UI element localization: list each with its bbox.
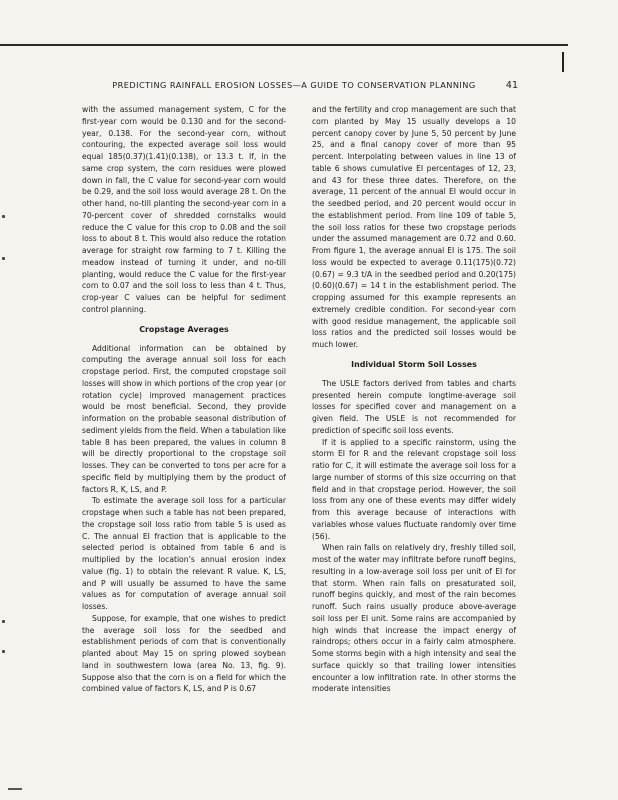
scan-corner-mark <box>8 788 22 790</box>
paragraph: If it is applied to a specific rainstorm, using the storm EI for R and the relevant cropstage soil loss ratio for C, it will estimate the average soil loss for a large number of storms of this size occurring on that field and in that cropstage period. However, the soil loss from any one of these events may differ widely from this average because of interactions with variables whose values fluctuate randomly over time (56). <box>312 437 516 541</box>
running-title: PREDICTING RAINFALL EROSION LOSSES—A GUIDE TO CONSERVATION PLANNING <box>112 80 476 90</box>
paragraph: When rain falls on relatively dry, freshly tilled soil, most of the water may infiltrate before runoff begins, resulting in a low-average soil loss per unit of EI for that storm. When rain falls on presaturated soil, runoff begins quickly, and most of the rain becomes runoff. Such rains usually produce above-average soil loss per EI unit. Some rains are accompanied by high winds that increase the impact energy of raindrops; others occur in a fairly calm atmosphere. Some storms begin with a high intensity and seal the surface quickly so that trailing lower intensities encounter a low infiltration rate. In other storms the moderate intensities <box>312 543 516 694</box>
paragraph: To estimate the average soil loss for a particular cropstage when such a table has not been prepared, the cropstage soil loss ratio from table 5 is used as C. The annual EI fraction that is applicable to the selected period is obtained from table 6 and is multiplied by the location’s annual erosion index value (fig. 1) to obtain the relevant R value. K, LS, and P will usually be assumed to have the same values as for computation of average annual soil losses. <box>82 496 286 611</box>
scan-top-rule <box>0 44 568 46</box>
section-heading-individual-storm-soil-losses: Individual Storm Soil Losses <box>351 359 477 369</box>
section-heading-cropstage-averages: Cropstage Averages <box>139 324 229 334</box>
paragraph: Suppose, for example, that one wishes to predict the average soil loss for the seedbed and establishment periods of corn that is conventionally planted about May 15 on spring plowed soybean land in southwestern Iowa (area No. 13, fig. 9). Suppose also that the corn is on a field for which the combined value of factors K, LS, and P is 0.67 <box>82 613 286 694</box>
scan-speck <box>2 650 5 653</box>
scan-speck <box>2 215 5 218</box>
paragraph: Additional information can be obtained by computing the average annual soil loss for each cropstage period. First, the computed cropstage soil losses will show in which portions of the crop year (or rotation cycle) improved management practices would be most beneficial. Second, they provide information on the probable seasonal distribution of sediment yields from the field. When a tabulation like table 8 has been prepared, the values in column 8 will be directly proportional to the cropstage soil losses. They can be converted to tons per acre for a specific field by multiplying them by the product of factors R, K, LS, and P. <box>82 343 286 494</box>
paragraph: and the fertility and crop management are such that corn planted by May 15 usually develops a 10 percent canopy cover by June 5, 50 percent by June 25, and a final canopy cover of more than 95 percent. Interpolating between values in line 13 of table 6 shows cumulative EI percentages of 12, 23, and 43 for these three dates. Therefore, on the average, 11 percent of the annual EI would occur in the seedbed period, and 20 percent would occur in the establishment period. From line 109 of table 5, the soil loss ratios for these two cropstage periods under the assumed management are 0.72 and 0.60. From figure 1, the average annual EI is 175. The soil loss would be expected to average 0.11(175)(0.72)(0.67) = 9.3 t/A in the seedbed period and 0.20(175)(0.60)(0.67) = 14 t in the establishment period. The cropping assumed for this example represents an extremely credible condition. For second-year corn with good residue management, the applicable soil loss ratios and the predicted soil losses would be much lower. <box>312 105 516 349</box>
scan-edge-mark <box>562 52 564 72</box>
left-column <box>82 104 286 695</box>
scan-speck <box>2 257 5 260</box>
page-number: 41 <box>505 80 518 91</box>
paragraph: The USLE factors derived from tables and charts presented herein compute longtime-average soil losses for specified cover and management on a given field. The USLE is not recommended for prediction of specific soil loss events. <box>312 378 516 435</box>
right-column <box>312 104 516 695</box>
running-header <box>82 80 518 91</box>
scan-speck <box>2 620 5 623</box>
paragraph: with the assumed management system, C for the first-year corn would be 0.130 and for the second-year, 0.138. For the second-year corn, without contouring, the expected average soil loss would equal 185(0.37)(1.41)(0.138), or 13.3 t. If, in the same crop system, the corn residues were plowed down in fall, the C value for second-year corn would be 0.29, and the soil loss would average 28 t. On the other hand, no-till planting the second-year corn in a 70-percent cover of shredded cornstalks would reduce the C value for this crop to 0.08 and the soil loss to about 8 t. This would also reduce the rotation average for straight row farming to 7 t. Killing the meadow instead of turning it under, and no-till planting, would reduce the C value for the first-year corn to 0.07 and the soil loss to less than 4 t. Thus, crop-year C values can be helpful for sediment control planning. <box>82 105 286 314</box>
